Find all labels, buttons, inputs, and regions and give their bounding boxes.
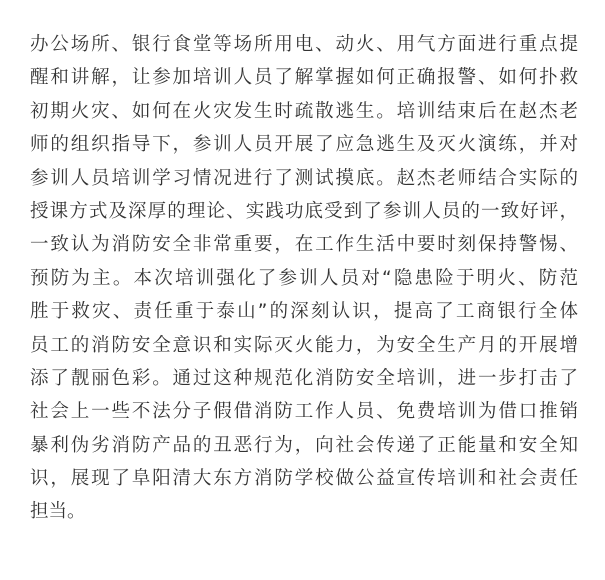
paragraph-line: 识，展现了阜阳清大东方消防学校做公益宣传培训和社会责任 [30, 468, 578, 490]
paragraph-line-last: 担当。 [30, 501, 86, 523]
paragraph-line: 预防为主。本次培训强化了参训人员对“隐患险于明火、防范 [30, 267, 578, 289]
article-body [30, 28, 578, 529]
paragraph-line: 办公场所、银行食堂等场所用电、动火、用气方面进行重点提 [30, 34, 578, 55]
paragraph-line: 暴利伪劣消防产品的丑恶行为，向社会传递了正能量和安全知 [30, 434, 578, 456]
paragraph-line: 一致认为消防安全非常重要，在工作生活中要时刻保持警惕、 [30, 234, 578, 256]
paragraph-line: 参训人员培训学习情况进行了测试摸底。赵杰老师结合实际的 [30, 167, 578, 189]
paragraph-line: 添了靓丽色彩。通过这种规范化消防安全培训，进一步打击了 [30, 367, 578, 389]
paragraph-line: 员工的消防安全意识和实际灭火能力，为安全生产月的开展增 [30, 334, 578, 356]
paragraph-line: 授课方式及深厚的理论、实践功底受到了参训人员的一致好评， [30, 200, 578, 222]
paragraph-line: 胜于救灾、责任重于泰山”的深刻认识，提高了工商银行全体 [30, 301, 578, 323]
paragraph-line: 师的组织指导下，参训人员开展了应急逃生及灭火演练，并对 [30, 134, 578, 156]
paragraph-line: 初期火灾、如何在火灾发生时疏散逃生。培训结束后在赵杰老 [30, 100, 578, 122]
paragraph-line: 社会上一些不法分子假借消防工作人员、免费培训为借口推销 [30, 401, 578, 423]
paragraph-line: 醒和讲解，让参加培训人员了解掌握如何正确报警、如何扑救 [30, 67, 578, 89]
